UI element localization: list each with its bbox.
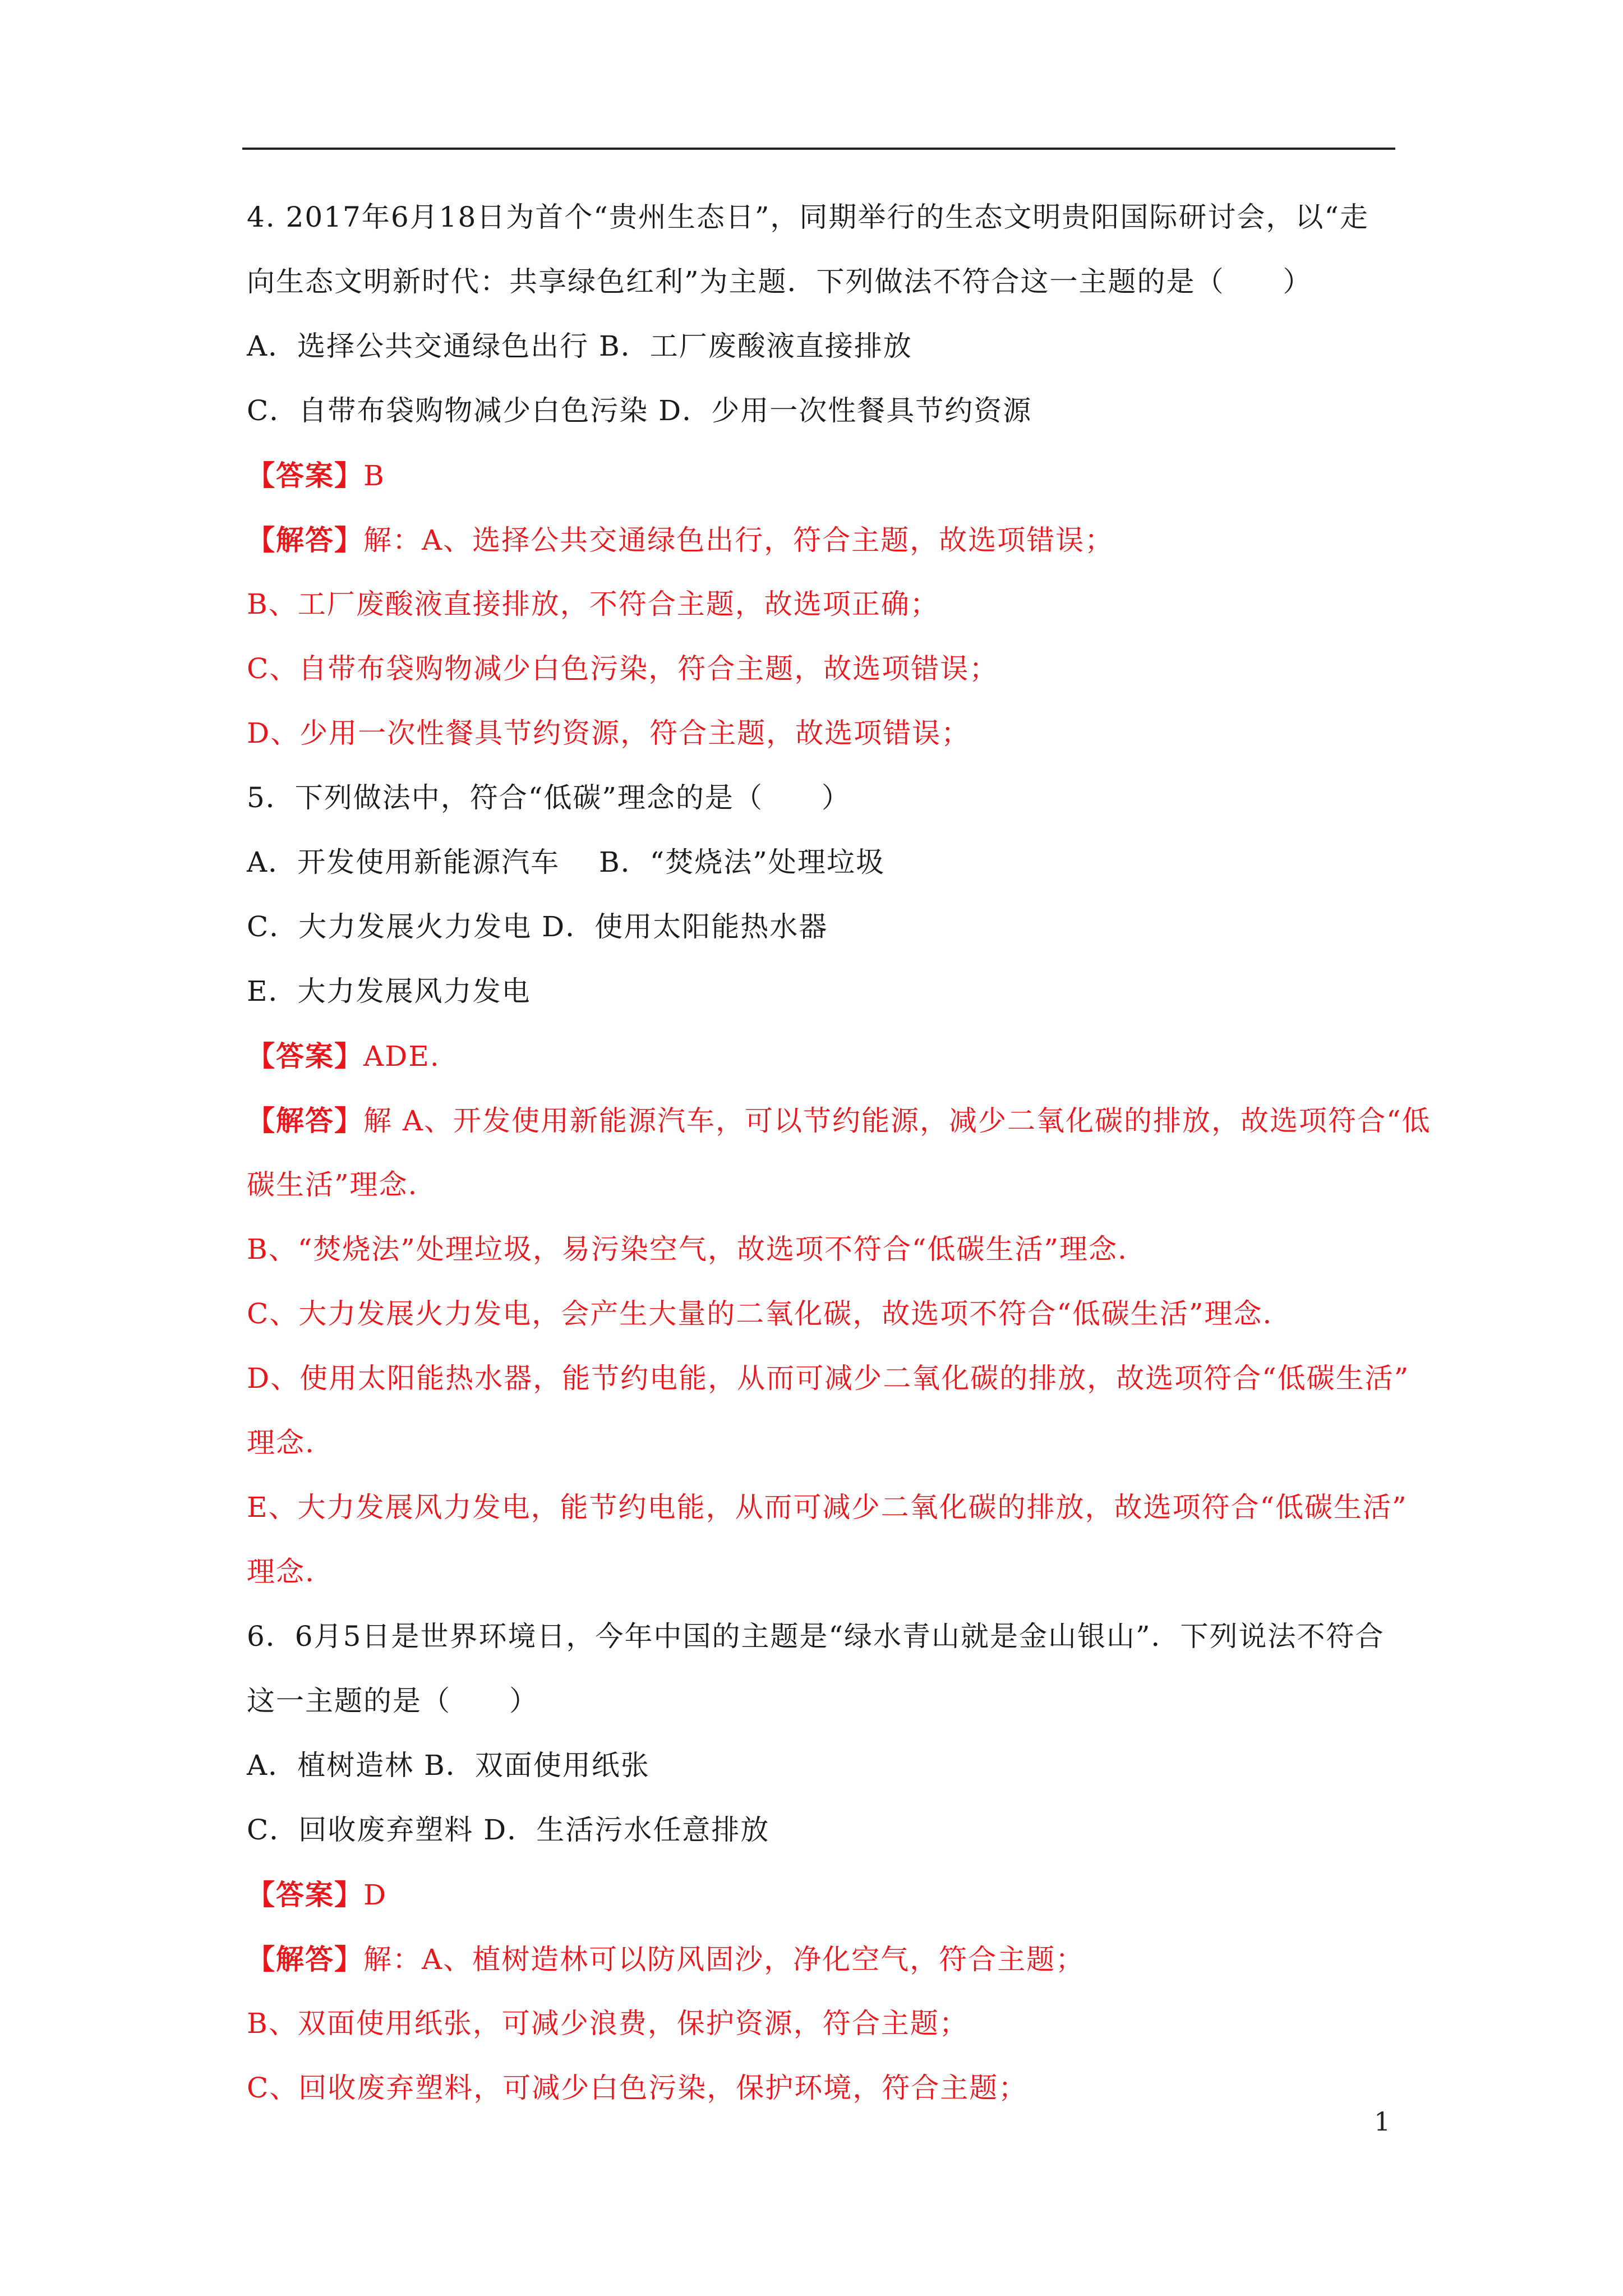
q6-options-line-2: C．回收废弃塑料 D．生活污水任意排放 (247, 1814, 770, 1846)
q5-analysis-text-1: 解 A、开发使用新能源汽车，可以节约能源，减少二氧化碳的排放，故选项符合“低 (363, 1105, 1431, 1137)
q5-analysis-line-8: 理念. (247, 1556, 315, 1588)
q6-analysis-line-3: C、回收废弃塑料，可减少白色污染，保护环境，符合主题； (247, 2072, 1028, 2104)
q5-options-line-1: A．开发使用新能源汽车 B．“焚烧法”处理垃圾 (247, 846, 885, 878)
q4-analysis-line-3: C、自带布袋购物减少白色污染，符合主题，故选项错误； (247, 652, 999, 685)
q5-analysis-line-5: D、使用太阳能热水器，能节约电能，从而可减少二氧化碳的排放，故选项符合“低碳生活” (247, 1362, 1410, 1395)
q4-stem-line-1: 4. 2017年6月18日为首个“贵州生态日”，同期举行的生态文明贵阳国际研讨会，以“走 (247, 201, 1369, 233)
q5-analysis-line-1 (247, 1088, 1431, 1153)
q4-options-line-1: A．选择公共交通绿色出行 B．工厂废酸液直接排放 (247, 330, 912, 362)
q5-options-line-2: C．大力发展火力发电 D．使用太阳能热水器 (247, 910, 828, 943)
q6-analysis-label: 【解答】 (247, 1943, 363, 1976)
q4-analysis-line-1 (247, 508, 1402, 572)
q5-answer (247, 1024, 1402, 1088)
q4-analysis-line-2: B、工厂废酸液直接排放，不符合主题，故选项正确； (247, 588, 939, 620)
q6-analysis-text-1: 解：A、植树造林可以防风固沙，净化空气，符合主题； (363, 1943, 1085, 1976)
q5-analysis-line-7: E、大力发展风力发电，能节约电能，从而可减少二氧化碳的排放，故选项符合“低碳生活” (247, 1491, 1408, 1524)
q5-analysis-line-6: 理念. (247, 1427, 315, 1459)
q6-stem-line-2: 这一主题的是（ ） (247, 1685, 538, 1717)
q5-answer-value: ADE. (363, 1040, 440, 1073)
q5-analysis-label: 【解答】 (247, 1104, 363, 1137)
q5-answer-label: 【答案】 (247, 1039, 363, 1073)
q4-answer-value: B (363, 459, 385, 492)
q6-stem-line-1: 6．6月5日是世界环境日，今年中国的主题是“绿水青山就是金山银山”．下列说法不符合 (247, 1620, 1385, 1653)
q4-options-line-2: C．自带布袋购物减少白色污染 D．少用一次性餐具节约资源 (247, 394, 1032, 427)
q6-answer (247, 1862, 1402, 1927)
q6-analysis-line-1 (247, 1927, 1402, 1991)
q5-analysis-line-3: B、“焚烧法”处理垃圾，易污染空气，故选项不符合“低碳生活”理念. (247, 1233, 1128, 1266)
q5-options-line-3: E．大力发展风力发电 (247, 975, 531, 1007)
q4-analysis-text-1: 解：A、选择公共交通绿色出行，符合主题，故选项错误； (363, 524, 1114, 556)
page-number: 1 (1374, 2106, 1391, 2137)
q6-answer-label: 【答案】 (247, 1878, 363, 1911)
q6-answer-value: D (363, 1879, 388, 1911)
q4-analysis-line-4: D、少用一次性餐具节约资源，符合主题，故选项错误； (247, 717, 971, 749)
q5-analysis-line-4: C、大力发展火力发电，会产生大量的二氧化碳，故选项不符合“低碳生活”理念. (247, 1297, 1273, 1330)
document-body (247, 185, 1431, 2120)
q5-stem-line-1: 5．下列做法中，符合“低碳”理念的是（ ） (247, 781, 851, 814)
q6-options-line-1: A．植树造林 B．双面使用纸张 (247, 1749, 650, 1782)
q5-analysis-line-2: 碳生活”理念. (247, 1168, 418, 1201)
q4-analysis-label: 【解答】 (247, 523, 363, 556)
header-rule (242, 148, 1395, 150)
q4-answer-label: 【答案】 (247, 459, 363, 492)
q6-analysis-line-2: B、双面使用纸张，可减少浪费，保护资源，符合主题； (247, 2007, 969, 2040)
q4-stem-line-2: 向生态文明新时代：共享绿色红利”为主题．下列做法不符合这一主题的是（ ） (247, 265, 1312, 298)
q4-answer (247, 443, 1402, 508)
